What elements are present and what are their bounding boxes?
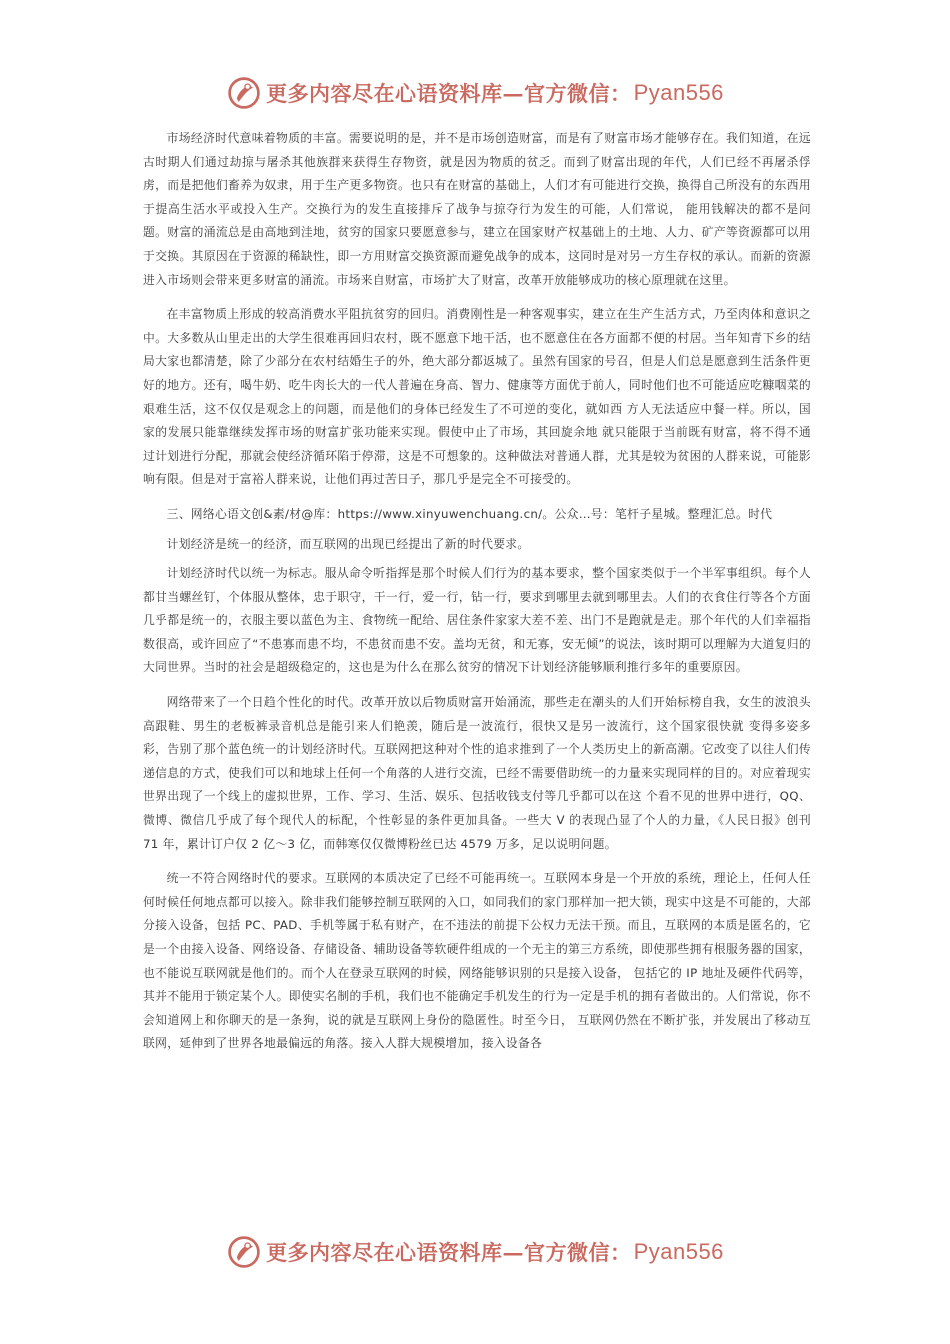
footer-banner xyxy=(0,1232,950,1272)
header-banner xyxy=(0,73,950,113)
header-wechat-id: Pyan556 xyxy=(633,80,724,105)
paragraph: 在丰富物质上形成的较高消费水平阻抗贫穷的回归。消费刚性是一种客观事实，建立在生产生活方式，乃至肉体和意识之中。大多数从山里走出的大学生很难再回归农村，既不愿意下地干活，也不愿意住在各方面都不便的村居。当年知青下乡的结局大家也都清楚，除了少部分在农村结婚生子的外，绝大部分都返城了。虽然有国家的号召，但是人们总是愿意到生活条件更好的地方。还有，喝牛奶、吃牛肉长大的一代人普遍在身高、智力、健康等方面优于前人，同时他们也不可能适应吃糠咽菜的艰难生活，这不仅仅是观念上的问题，而是他们的身体已经发生了不可逆的变化，就如西 方人无法适应中餐一样。所以，国家的发展只能靠继续发挥市场的财富扩张功能来实现。假使中止了市场，其回旋余地 就只能限于当前既有财富，将不得不通过计划进行分配，那就会使经济循环陷于停滞，这是不可想象的。这种做法对普通人群，尤其是较为贫困的人群来说，可能影响有限。但是对于富裕人群来说，让他们再过苦日子，那几乎是完全不可接受的。 xyxy=(143,307,811,487)
section-heading: 三、网络心语文创&素/材@库：https://www.xinyuwenchuang.cn/。公众…号：笔杆子星城。整理汇总。时代 xyxy=(166,506,773,521)
paragraph: 统一不符合网络时代的要求。互联网的本质决定了已经不可能再统一。互联网本身是一个开放的系统，理论上，任何人任何时候任何地点都可以接入。除非我们能够控制互联网的入口，如同我们的家门那样加一把大锁，现实中这是不可能的，大部分接入设备，包括 PC、PAD、手机等属于私有财产，在不违法的前提下公权力无法干预。而且，互联网的本质是匿名的，它是一个由接入设备、网络设备、存储设备、辅助设备等软硬件组成的一个无主的第三方系统，即使那些拥有根服务器的国家，也不能说互联网就是他们的。而个人在登录互联网的时候，网络能够识别的只是接入设备， 包括它的 IP 地址及硬件代码等，其并不能用于锁定某个人。即使实名制的手机，我们也不能确定手机发生的行为一定是手机的拥有者做出的。人们常说，你不会知道网上和你聊天的是一条狗，说的就是互联网上身份的隐匿性。时至今日， 互联网仍然在不断扩张，并发展出了移动互联网，延伸到了世界各地最偏远的角落。接入人群大规模增加，接入设备各 xyxy=(143,871,811,1051)
article-body xyxy=(143,127,811,1067)
footer-banner-text: 更多内容尽在心语资料库—官方微信： xyxy=(266,1240,632,1265)
logo-icon xyxy=(226,1234,262,1270)
logo-icon xyxy=(226,75,262,111)
paragraph: 计划经济时代以统一为标志。服从命令听指挥是那个时候人们行为的基本要求，整个国家类似于一个半军事组织。每个人都甘当螺丝钉，个体服从整体，忠于职守，干一行，爱一行，钻一行，要求到哪里去就到哪里去。人们的衣食住行等各个方面几乎都是统一的，衣服主要以蓝色为主、食物统一配给、居住条件家家大差不差、出门不是跑就是走。那个年代的人们幸福指数很高，或许回应了“不患寡而患不均，不患贫而患不安。盖均无贫，和无寡，安无倾”的说法，该时期可以理解为大道复归的大同世界。当时的社会是超级稳定的，这也是为什么在那么贫穷的情况下计划经济能够顺利推行多年的重要原因。 xyxy=(143,566,811,675)
paragraph: 计划经济是统一的经济，而互联网的出现已经提出了新的时代要求。 xyxy=(166,536,530,551)
header-banner-text: 更多内容尽在心语资料库—官方微信： xyxy=(266,81,632,106)
paragraph: 市场经济时代意味着物质的丰富。需要说明的是，并不是市场创造财富，而是有了财富市场才能够存在。我们知道，在远古时期人们通过劫掠与屠杀其他族群来获得生存物资，就是因为物质的贫乏。而到了财富出现的年代，人们已经不再屠杀俘虏，而是把他们畜养为奴隶，用于生产更多物资。也只有在财富的基础上，人们才有可能进行交换，换得自己所没有的东西用于提高生活水平或投入生产。交换行为的发生直接排斥了战争与掠夺行为发生的可能，人们常说， 能用钱解决的都不是问题。财富的涌流总是由高地到洼地，贫穷的国家只要愿意参与，建立在国家财产权基础上的土地、人力、矿产等资源都可以用于交换。其原因在于资源的稀缺性，即一方用财富交换资源而避免战争的成本，这同时是对另一方生存权的承认。而新的资源进入市场则会带来更多财富的涌流。市场来自财富，市场扩大了财富，改革开放能够成功的核心原理就在这里。 xyxy=(143,131,811,287)
paragraph: 网络带来了一个日趋个性化的时代。改革开放以后物质财富开始涌流，那些走在潮头的人们开始标榜自我，女生的波浪头高跟鞋、男生的老板裤录音机总是能引来人们艳羡，随后是一波流行，很快又是另一波流行，这个国家很快就 变得多姿多彩，告别了那个蓝色统一的计划经济时代。互联网把这种对个性的追求推到了一个人类历史上的新高潮。它改变了以往人们传递信息的方式，使我们可以和地球上任何一个角落的人进行交流，已经不需要借助统一的力量来实现同样的目的。对应着现实世界出现了一个线上的虚拟世界，工作、学习、生活、娱乐、包括收钱支付等几乎都可以在这 个看不见的世界中进行，QQ、微博、微信几乎成了每个现代人的标配，个性彰显的条件更加具备。一些大 V 的表现凸显了个人的力量，《人民日报》创刊 71 年，累计订户仅 2 亿～3 亿，而韩寒仅仅微博粉丝已达 4579 万多，足以说明问题。 xyxy=(143,695,811,851)
footer-wechat-id: Pyan556 xyxy=(633,1239,724,1264)
